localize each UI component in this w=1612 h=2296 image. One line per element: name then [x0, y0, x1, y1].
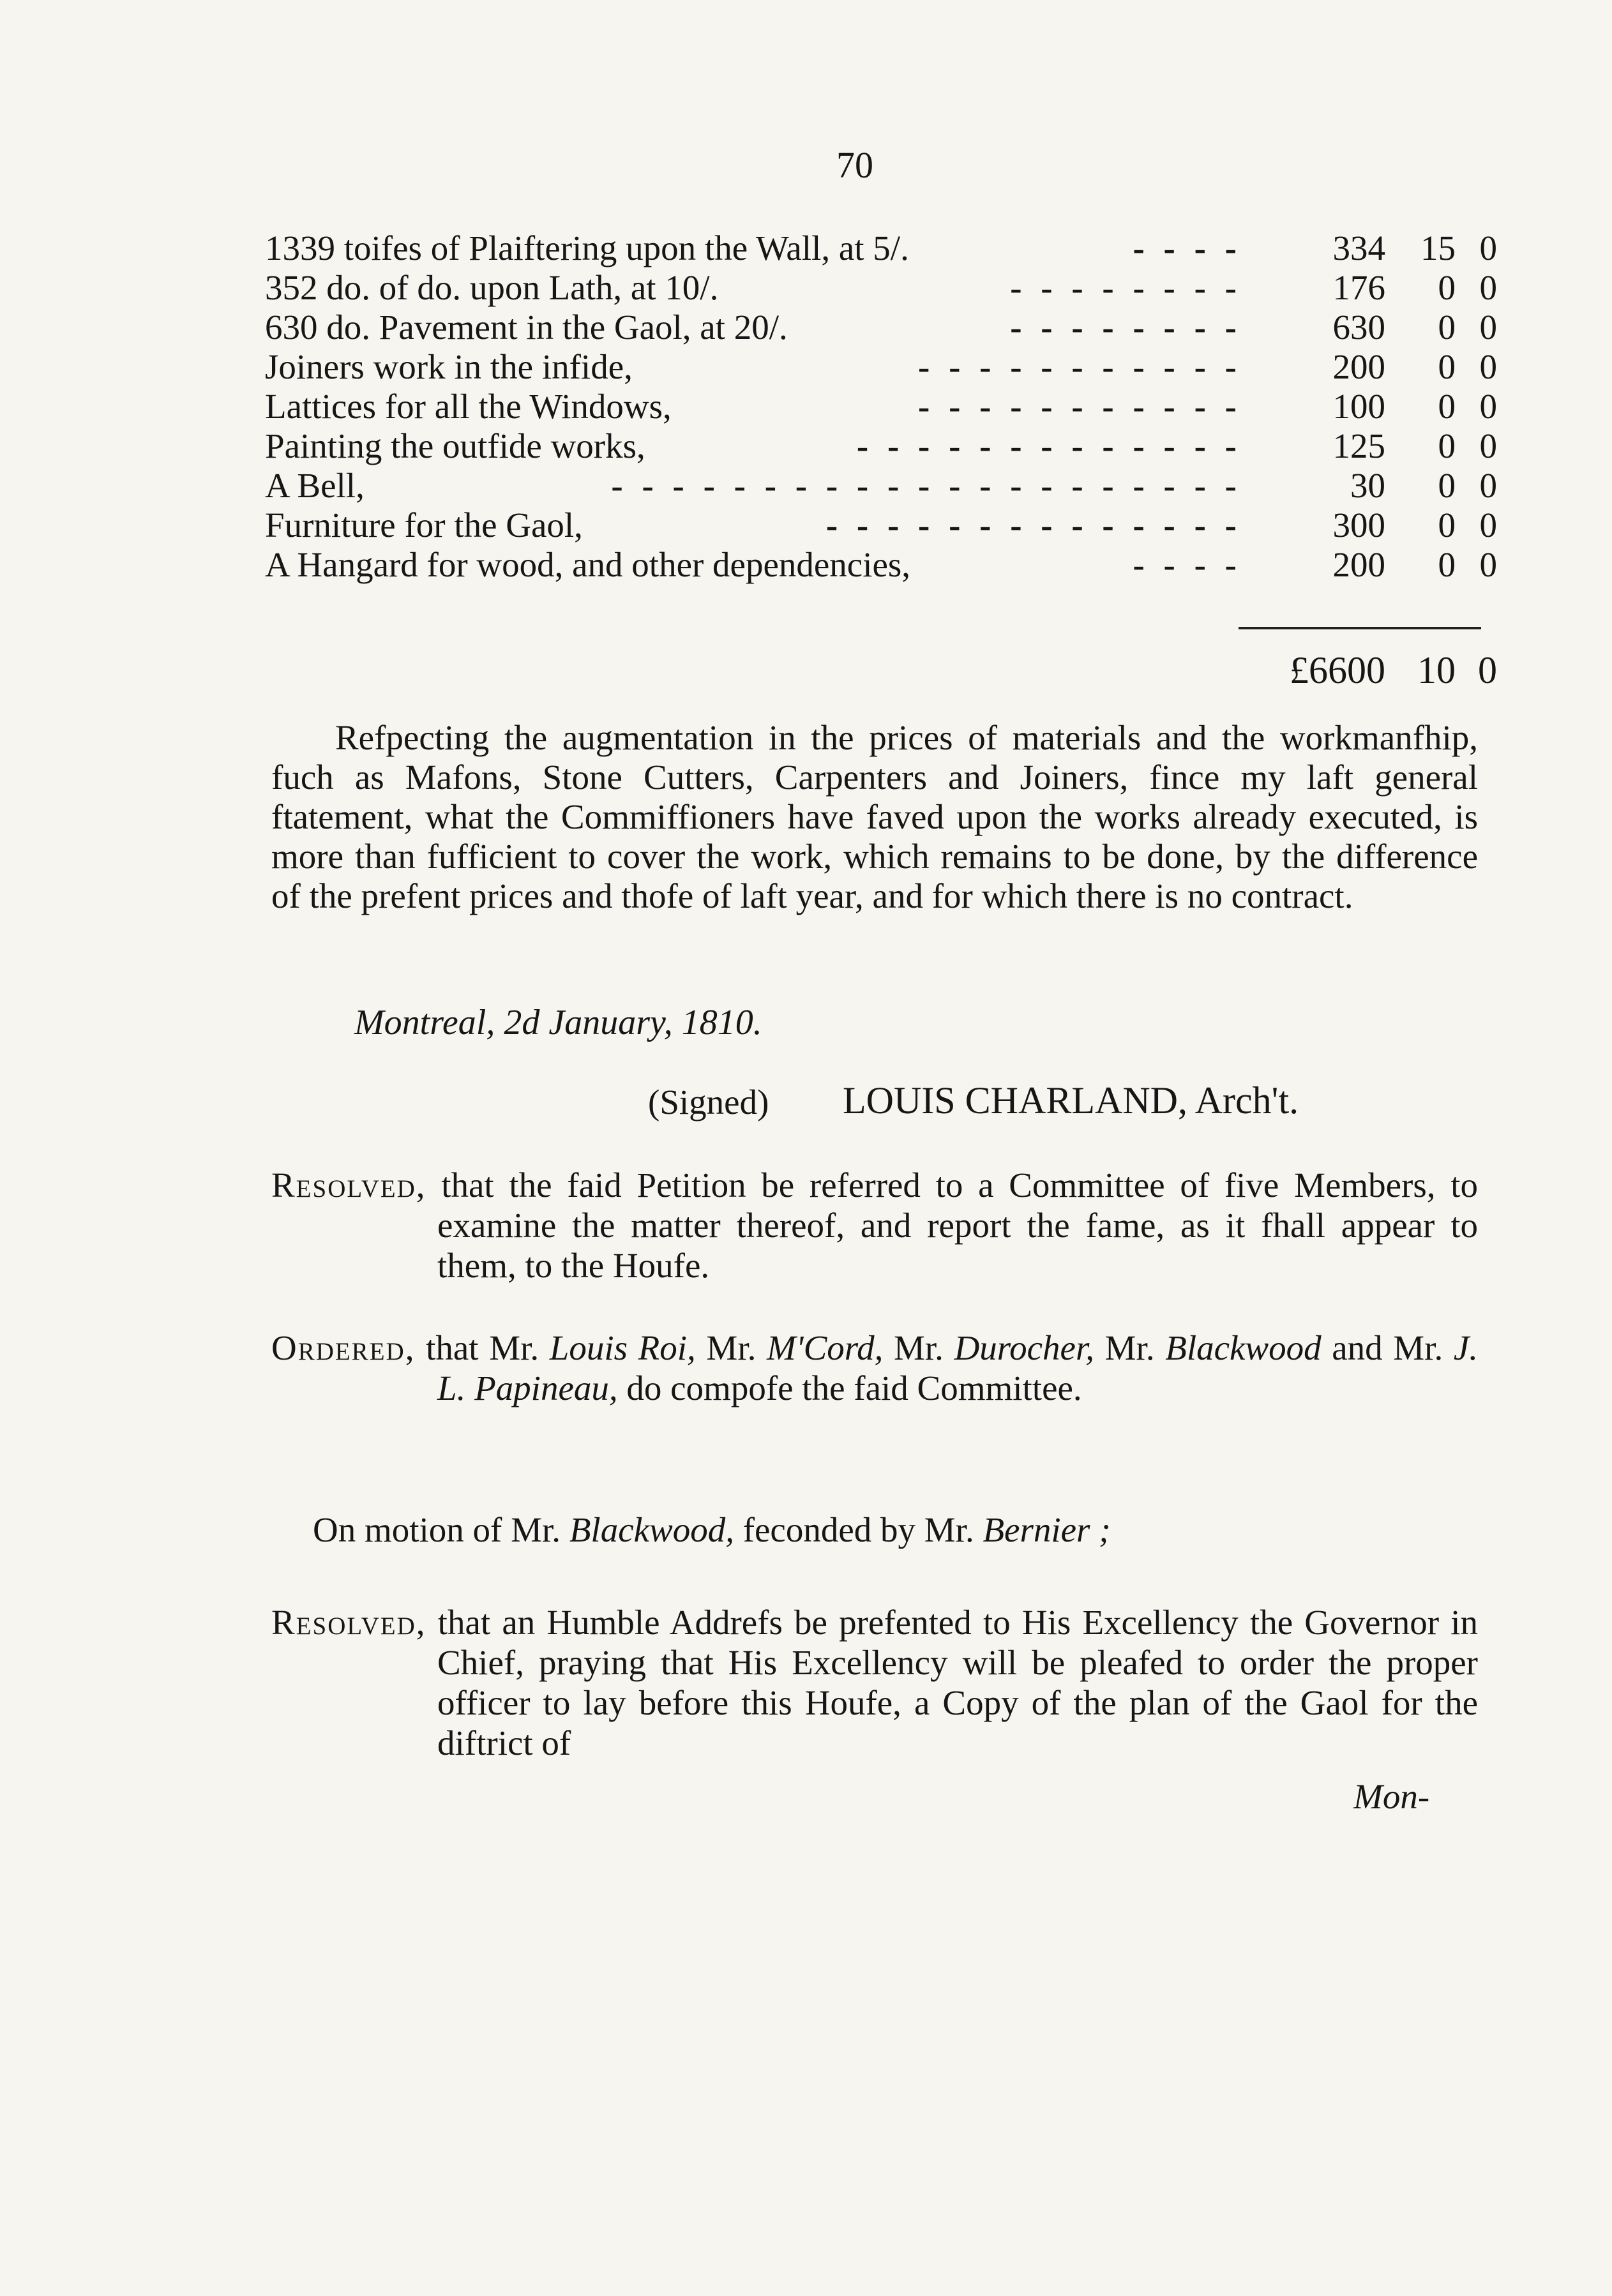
item-description: Lattices for all the Windows,	[265, 387, 672, 426]
leader-dashes: - - - - - - - -	[1010, 308, 1242, 347]
signer-name: LOUIS CHARLAND, Arch't.	[843, 1079, 1299, 1122]
item-description: 352 do. of do. upon Lath, at 10/.	[265, 268, 719, 307]
order-text: Mr.	[1094, 1328, 1166, 1367]
item-pounds: 30	[1350, 466, 1385, 505]
estimate-items	[265, 229, 1497, 585]
estimate-item-row	[265, 545, 1497, 585]
item-shillings: 0	[1438, 466, 1456, 505]
item-shillings: 0	[1438, 308, 1456, 347]
item-pence: 0	[1479, 308, 1497, 347]
item-pounds: 200	[1332, 347, 1385, 386]
item-pounds: 100	[1332, 387, 1385, 426]
resolution-text: that the faid Petition be referred to a Committee of five Members, to examine the matter thereof, and report the fame, as it fhall appear to them, to the Houfe.	[426, 1166, 1478, 1285]
estimate-total-row	[265, 648, 1497, 693]
catchword: Mon-	[1353, 1777, 1430, 1816]
item-pounds: 125	[1332, 426, 1385, 465]
total-pounds: £6600	[1290, 649, 1385, 691]
page-number: 70	[836, 144, 873, 186]
item-description: Furniture for the Gaol,	[265, 506, 583, 544]
leader-dashes: - - - -	[1133, 545, 1242, 584]
item-pence: 0	[1479, 347, 1497, 386]
item-pounds: 630	[1332, 308, 1385, 347]
member-name: Blackwood	[1165, 1328, 1322, 1367]
leader-dashes: - - - - - - - - - - -	[918, 387, 1242, 426]
member-name: M'Cord,	[766, 1328, 884, 1367]
estimate-item-row	[265, 506, 1497, 545]
estimate-item-row	[265, 466, 1497, 506]
estimate-item-row	[265, 308, 1497, 347]
member-name: Louis Roi,	[549, 1328, 696, 1367]
total-shillings: 10	[1417, 649, 1456, 691]
item-description: A Bell,	[265, 466, 365, 505]
member-name: J. L. Papineau,	[437, 1328, 1478, 1407]
item-shillings: 0	[1438, 347, 1456, 386]
resolution-refer-petition	[271, 1165, 1478, 1286]
item-pounds: 176	[1332, 268, 1385, 307]
total-rule	[1239, 627, 1481, 629]
resolution-lead: Resolved,	[271, 1166, 426, 1204]
leader-dashes: - - - - - - - - - - - - - -	[825, 506, 1242, 544]
motion-text: On motion of Mr.	[313, 1510, 569, 1549]
order-text: Mr.	[883, 1328, 954, 1367]
leader-dashes: - - - - - - - - - - - - -	[856, 426, 1242, 465]
estimate-item-row	[265, 347, 1497, 387]
item-pence: 0	[1479, 229, 1497, 267]
member-name: Durocher,	[954, 1328, 1095, 1367]
seconder-name: Bernier ;	[983, 1510, 1111, 1549]
item-shillings: 0	[1438, 545, 1456, 584]
signed-label: (Signed)	[648, 1083, 769, 1122]
item-pence: 0	[1479, 466, 1497, 505]
estimate-item-row	[265, 229, 1497, 268]
item-pence: 0	[1479, 387, 1497, 426]
estimate-item-row	[265, 268, 1497, 308]
augmentation-paragraph: Refpecting the augmentation in the prices of materials and the workmanfhip, fuch as Mafons, Stone Cutters, Carpenters and Joiners, fince my laft general ftatement, what the Commiffioners have faved upon the works already executed, is more than fufficient to cover the work, which remains to be done, by the difference of the prefent prices and thofe of laft year, and for which there is no contract.	[271, 718, 1478, 915]
item-shillings: 0	[1438, 387, 1456, 426]
item-shillings: 0	[1438, 268, 1456, 307]
resolution-lead: Resolved,	[271, 1603, 426, 1642]
item-pence: 0	[1479, 506, 1497, 544]
resolution-humble-address	[271, 1602, 1478, 1763]
order-lead: Ordered,	[271, 1328, 416, 1367]
item-description: 630 do. Pavement in the Gaol, at 20/.	[265, 308, 788, 347]
leader-dashes: - - - - - - - -	[1010, 268, 1242, 307]
order-text: Mr.	[695, 1328, 767, 1367]
item-pence: 0	[1479, 268, 1497, 307]
order-text: and Mr.	[1321, 1328, 1454, 1367]
order-text: do compofe the faid Committee.	[617, 1369, 1082, 1407]
estimate-item-row	[265, 387, 1497, 426]
item-pence: 0	[1479, 426, 1497, 465]
motion-text: feconded by Mr.	[734, 1510, 983, 1549]
leader-dashes: - - - -	[1133, 229, 1242, 267]
leader-dashes: - - - - - - - - - - -	[918, 347, 1242, 386]
item-pounds: 200	[1332, 545, 1385, 584]
item-description: Joiners work in the infide,	[265, 347, 633, 386]
total-pence: 0	[1478, 649, 1497, 691]
leader-dashes: - - - - - - - - - - - - - - - - - - - - -	[611, 466, 1242, 505]
resolution-text: that an Humble Addrefs be prefented to His Excellency the Governor in Chief, praying that His Excellency will be pleafed to order the proper officer to lay before this Houfe, a Copy of the plan of the Gaol for the diftrict of	[426, 1603, 1478, 1762]
order-committee	[271, 1328, 1478, 1408]
item-description: 1339 toifes of Plaiftering upon the Wall, at 5/.	[265, 229, 909, 267]
item-pence: 0	[1479, 545, 1497, 584]
item-shillings: 15	[1420, 229, 1456, 267]
mover-name: Blackwood,	[569, 1510, 734, 1549]
item-pounds: 334	[1332, 229, 1385, 267]
item-description: A Hangard for wood, and other dependencies,	[265, 545, 911, 584]
item-description: Painting the outfide works,	[265, 426, 645, 465]
motion-line	[313, 1510, 1111, 1550]
dateline: Montreal, 2d January, 1810.	[354, 1003, 762, 1042]
order-text: that Mr.	[415, 1328, 550, 1367]
item-pounds: 300	[1332, 506, 1385, 544]
estimate-item-row	[265, 426, 1497, 466]
item-shillings: 0	[1438, 426, 1456, 465]
item-shillings: 0	[1438, 506, 1456, 544]
